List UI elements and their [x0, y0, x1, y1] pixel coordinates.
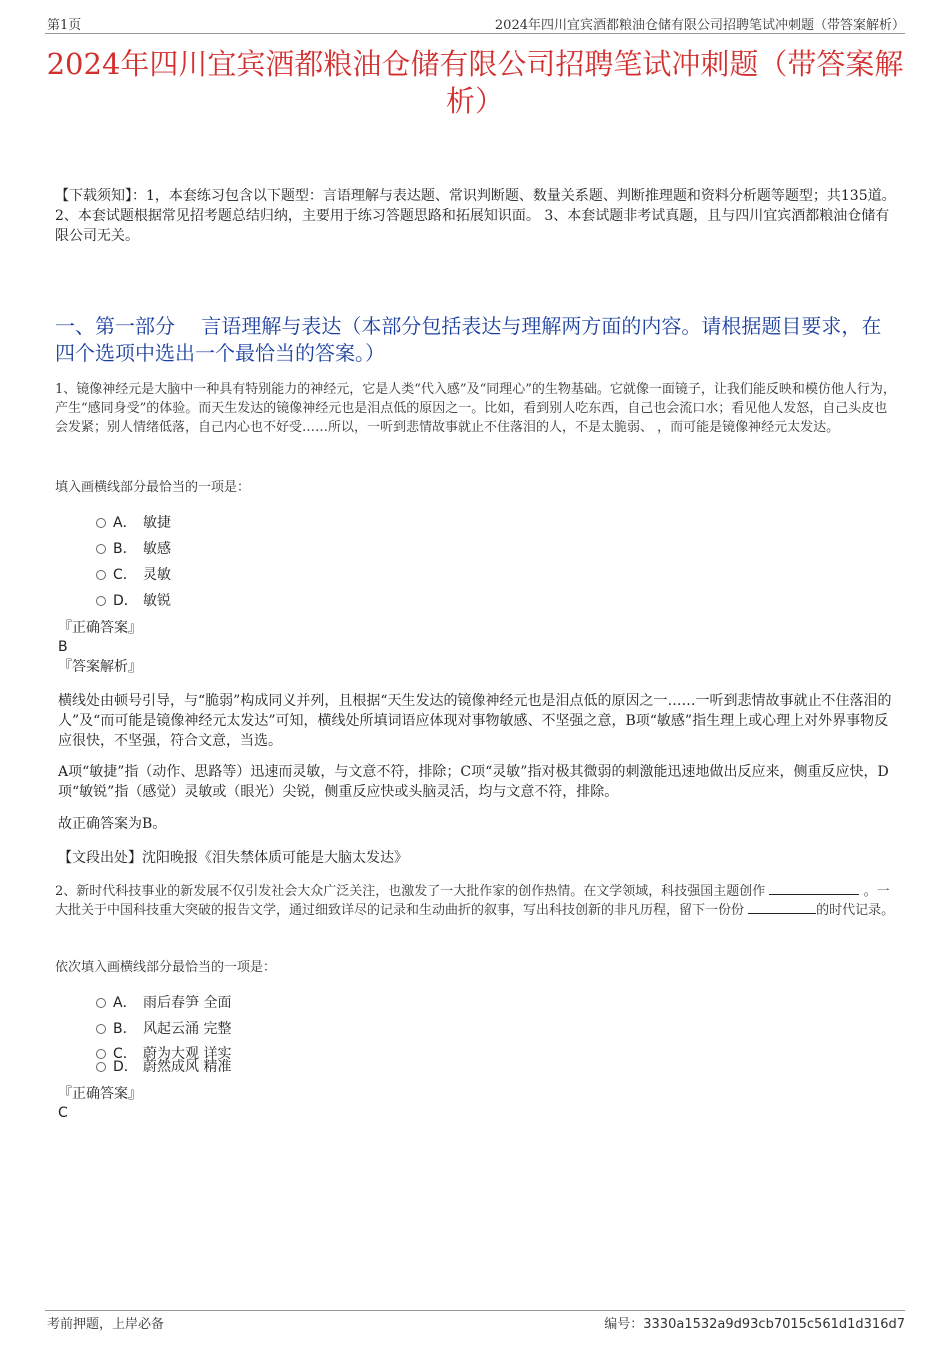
radio-icon[interactable] [96, 596, 106, 606]
q1-option-b[interactable] [96, 538, 171, 558]
option-text: 敏捷 [143, 515, 171, 531]
q1-answer-label: 『正确答案』 [58, 620, 142, 636]
radio-icon[interactable] [96, 1024, 106, 1034]
radio-icon[interactable] [96, 1062, 106, 1072]
q1-analysis-p2: A项“敏捷”指（动作、思路等）迅速而灵敏，与文意不符，排除；C项“灵敏”指对极其微弱的刺激能迅速地做出反应来，侧重反应快，D项“敏锐”指（感觉）灵敏或（眼光）尖锐，侧重反应快或头脑灵活，均与文意不符，排除。 [58, 764, 889, 800]
option-text: 敏感 [143, 541, 171, 557]
page-number: 第1页 [47, 18, 82, 33]
option-text: 灵敏 [143, 567, 171, 583]
radio-icon[interactable] [96, 998, 106, 1008]
option-text: 蔚为大观 详实 [143, 1046, 232, 1062]
option-letter: D． [113, 1059, 138, 1075]
option-letter: D． [113, 593, 138, 609]
download-notice: 【下载须知】：1，本套练习包含以下题型：言语理解与表达题、常识判断题、数量关系题、判断推理题和资料分析题等题型；共135道。 2、本套试题根据常见招考题总结归纳，主要用于练习答题思路和拓展知识面。 3、本套试题非考试真题，且与四川宜宾酒都粮油仓储有限公司无关。 [55, 188, 896, 244]
q2-answer: C [58, 1105, 68, 1121]
q2-stem [55, 882, 900, 920]
running-header-title: 2024年四川宜宾酒都粮油仓储有限公司招聘笔试冲刺题（带答案解析） [494, 18, 905, 33]
footer-rule [45, 1310, 905, 1311]
q1-prompt: 填入画横线部分最恰当的一项是： [55, 480, 251, 495]
q2-stem-part2: 。一大批关于中国科技重大突破的报告文学，通过细致详尽的记录和生动曲折的叙事，写出科技创新的非凡历程，留下一份份 [55, 884, 890, 918]
option-text: 风起云涌 完整 [143, 1021, 232, 1037]
q2-blank-1 [769, 882, 859, 895]
q2-option-b[interactable] [96, 1018, 231, 1038]
q1-option-c[interactable] [96, 564, 171, 584]
q1-answer: B [58, 639, 68, 655]
option-text: 雨后春笋 全面 [143, 995, 232, 1011]
footer-code-label: 编号： [604, 1317, 644, 1332]
q2-stem-part1: 2、新时代科技事业的新发展不仅引发社会大众广泛关注，也激发了一大批作家的创作热情。在文学领域，科技强国主题创作 [55, 884, 766, 899]
option-letter: C． [113, 567, 137, 583]
header-rule [45, 33, 905, 34]
q2-stem-part3: 的时代记录。 [816, 903, 895, 918]
radio-icon[interactable] [96, 570, 106, 580]
q2-prompt: 依次填入画横线部分最恰当的一项是： [55, 960, 277, 975]
option-letter: A． [113, 995, 137, 1011]
footer-code [604, 1313, 905, 1332]
q2-option-d[interactable] [96, 1056, 231, 1076]
footer-code-value: 3330a1532a9d93cb7015c561d1d316d7 [643, 1317, 905, 1332]
q1-option-d[interactable] [96, 590, 171, 610]
page-title: 2024年四川宜宾酒都粮油仓储有限公司招聘笔试冲刺题（带答案解析） [46, 47, 904, 118]
option-text: 蔚然成风 精准 [143, 1059, 232, 1075]
radio-icon[interactable] [96, 518, 106, 528]
option-letter: A． [113, 515, 137, 531]
q1-analysis-p1: 横线处由顿号引导，与“脆弱”构成同义并列，且根据“天生发达的镜像神经元也是泪点低的原因之一……一听到悲情故事就止不住落泪的人”及“而可能是镜像神经元太发达”可知，横线处所填词语应体现对事物敏感、不坚强之意，B项“敏感”指生理上或心理上对外界事物反应很快，不坚强，符合文意，当选。 [58, 693, 892, 749]
q2-blank-2 [748, 901, 816, 914]
radio-icon[interactable] [96, 544, 106, 554]
q1-stem: 1、镜像神经元是大脑中一种具有特别能力的神经元，它是人类“代入感”及“同理心”的生物基础。它就像一面镜子，让我们能反映和模仿他人行为，产生“感同身受”的体验。而天生发达的镜像神经元也是泪点低的原因之一。比如，看到别人吃东西，自己也会流口水；看见他人发怒，自己头皮也会发紧；别人情绪低落，自己内心也不好受……所以，一听到悲情故事就止不住落泪的人，不是太脆弱、 ，而可能是镜像神经元太发达。 [55, 382, 896, 435]
q2-option-a[interactable] [96, 992, 231, 1012]
footer-slogan: 考前押题，上岸必备 [47, 1317, 165, 1332]
section-heading: 一、第一部分 言语理解与表达（本部分包括表达与理解两方面的内容。请根据题目要求，在四个选项中选出一个最恰当的答案。） [55, 314, 882, 365]
option-text: 敏锐 [143, 593, 171, 609]
option-letter: C． [113, 1046, 137, 1062]
q1-analysis-label: 『答案解析』 [58, 659, 142, 675]
q1-analysis-p3: 故正确答案为B。 [58, 816, 167, 832]
option-letter: B． [113, 541, 137, 557]
q1-option-a[interactable] [96, 512, 171, 532]
q2-answer-label: 『正确答案』 [58, 1086, 142, 1102]
option-letter: B． [113, 1021, 137, 1037]
q1-source: 【文段出处】沈阳晚报《泪失禁体质可能是大脑太发达》 [58, 850, 408, 866]
